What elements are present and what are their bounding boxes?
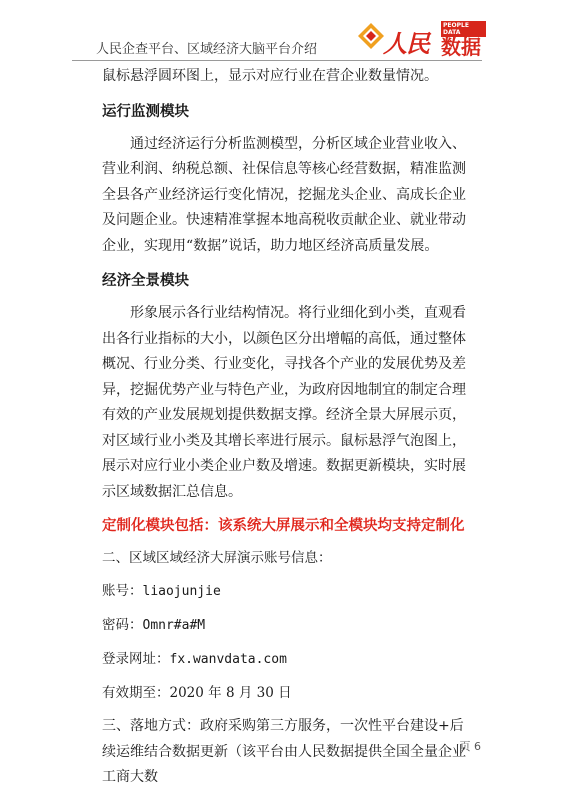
custom-module-note: 定制化模块包括：该系统大屏展示和全模块均支持定制化 <box>102 518 465 534</box>
logo-text-renmin: 人民 <box>383 30 429 58</box>
section-body-monitoring: 通过经济运行分析监测模型，分析区域企业营业收入、营业利润、纳税总额、社保信息等核心经营数据，精准监测全县各产业经济运行变化情况，挖掘龙头企业、高成长企业及问题企业。快速精准掌握本地高税收贡献企业、就业带动企业，实现用“数据”说话，助力地区经济高质量发展。 <box>102 135 466 254</box>
page-content <box>102 64 477 791</box>
account-line <box>102 579 477 604</box>
password-label: 密码： <box>102 617 143 633</box>
account-value: liaojunjie <box>142 584 221 599</box>
header-title: 人民企查平台、区域经济大脑平台介绍 <box>96 42 318 57</box>
page-number: 页 6 <box>459 740 481 753</box>
logo-text-shuju: 数据 <box>441 35 481 59</box>
url-value: fx.wanvdata.com <box>169 652 287 667</box>
url-line <box>102 647 477 672</box>
url-label: 登录网址： <box>102 651 170 667</box>
section-heading-panorama: 经济全景模块 <box>102 273 189 289</box>
account-label: 账号： <box>102 583 143 599</box>
logo-diamond-icon <box>357 22 385 50</box>
people-data-logo <box>357 18 482 59</box>
expiry-value: 2020 年 8 月 30 日 <box>169 685 292 701</box>
header-divider <box>72 60 482 61</box>
section-body-panorama: 形象展示各行业结构情况。将行业细化到小类，直观看出各行业指标的大小，以颜色区分出增幅的高低，通过整体概况、行业分类、行业变化，寻找各个产业的发展优势及差异，挖掘优势产业与特色产业，为政府因地制宜的制定合理有效的产业发展规划提供数据支撑。经济全景大屏展示页，对区域行业小类及其增长率进行展示。鼠标悬浮气泡图上，展示对应行业小类企业户数及增速。数据更新模块，实时展示区域数据汇总信息。 <box>102 305 466 500</box>
section-heading-monitoring: 运行监测模块 <box>102 103 189 120</box>
password-value: Omnr#a#M <box>142 618 206 633</box>
landing-paragraph: 三、落地方式：政府采购第三方服务，一次性平台建设+后续运维结合数据更新（该平台由人民数据提供全国全量企业工商大数 <box>102 718 466 785</box>
logo-text-en: PEOPLE DATA <box>441 21 486 37</box>
expiry-label: 有效期至： <box>102 685 170 701</box>
password-line <box>102 613 477 638</box>
expiry-line <box>102 681 477 705</box>
page-header <box>0 0 566 66</box>
account-heading: 二、区域区域经济大屏演示账号信息： <box>102 550 332 566</box>
intro-line: 鼠标悬浮圆环图上，显示对应行业在营企业数量情况。 <box>102 68 438 84</box>
